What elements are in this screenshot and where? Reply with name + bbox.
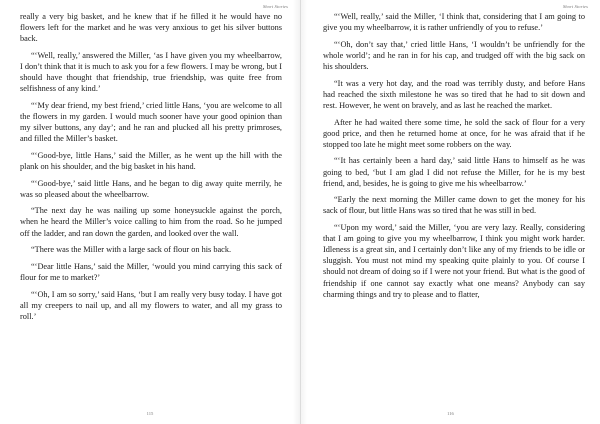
paragraph: After he had waited there some time, he sold the sack of flour for a very good price, and then he returned home at once, for he was afraid that if he stopped too late he might meet some robbers on the way. — [323, 117, 585, 149]
paragraph: “It was a very hot day, and the road was terribly dusty, and before Hans had reached the sixth milestone he was so tired that he had to sit down and rest. However, he went on bravely, and as last he reached the market. — [323, 78, 585, 110]
paragraph: “‘Good-bye, little Hans,’ said the Miller, as he went up the hill with the plank on his shoulder, and the big basket in his hand. — [20, 150, 282, 171]
paragraph: “Early the next morning the Miller came down to get the money for his sack of flour, but little Hans was so tired that he was still in bed. — [323, 195, 585, 216]
right-page — [300, 0, 600, 424]
paragraph: “‘My dear friend, my best friend,’ cried little Hans, ‘you are welcome to all the flowers in my garden. I would much sooner have your good opinion than my silver buttons, any day’; and he ran and plucked all his pretty primroses, and filled the Miller’s basket. — [20, 100, 282, 144]
right-page-body — [323, 11, 585, 305]
paragraph: “‘Well, really,’ said the Miller, ‘I think that, considering that I am going to give you my wheelbarrow, it is rather unfriendly of you to refuse.’ — [323, 12, 585, 33]
running-head-right: Short Stories — [562, 4, 588, 9]
paragraph: “‘Oh, don’t say that,’ cried little Hans, ‘I wouldn’t be unfriendly for the whole world’; and he ran in for his cap, and trudged off with the big sack on his shoulders. — [323, 39, 585, 71]
book-gutter — [293, 0, 307, 424]
left-page-body — [20, 11, 282, 328]
paragraph: really a very big basket, and he knew that if he filled it he would have no flowers left for the market and he was very anxious to get his silver buttons back. — [20, 12, 282, 44]
paragraph: “‘It has certainly been a hard day,’ said little Hans to himself as he was going to bed, ‘but I am glad I did not refuse the Miller, for he is my best friend, and, besides, he is going to give me his wheelbarrow.’ — [323, 156, 585, 188]
paragraph: “There was the Miller with a large sack of flour on his back. — [31, 245, 232, 255]
paragraph: “‘Dear little Hans,’ said the Miller, ‘would you mind carrying this sack of flour for me to market?’ — [20, 261, 282, 283]
paragraph: “‘Good-bye,’ said little Hans, and he began to dig away quite merrily, he was so pleased about the wheelbarrow. — [20, 178, 282, 199]
paragraph: “‘Oh, I am so sorry,’ said Hans, ‘but I am really very busy today. I have got all my creepers to nail up, and all my flowers to water, and all my grass to roll.’ — [20, 289, 282, 321]
paragraph: “‘Well, really,’ answered the Miller, ‘as I have given you my wheelbarrow, I don’t think that it is much to ask you for a few flowers. I may be wrong, but I should have thought that friendship, true friendship, was quite free from selfishness of any kind.’ — [20, 50, 282, 94]
page-number-left: 115 — [146, 411, 154, 416]
page-number-right: 116 — [447, 411, 454, 416]
running-head-left: Short Stories — [262, 4, 288, 9]
paragraph: “‘Upon my word,’ said the Miller, ‘you are very lazy. Really, considering that I am going to give you my wheelbarrow, I think you might work harder. Idleness is a great sin, and I certainly don’t like any of my friends to be idle or sluggish. You must not mind my speaking quite plainly to you. Of course I should not dream of doing so if I were not your friend. But what is the good of friendship if one cannot say exactly what one means? Anybody can say charming things and try to please and to flatter, — [323, 223, 585, 299]
paragraph: “The next day he was nailing up some honeysuckle against the porch, when he heard the Miller’s voice calling to him from the road. So he jumped off the ladder, and ran down the garden, and looked over the wall. — [20, 206, 282, 238]
